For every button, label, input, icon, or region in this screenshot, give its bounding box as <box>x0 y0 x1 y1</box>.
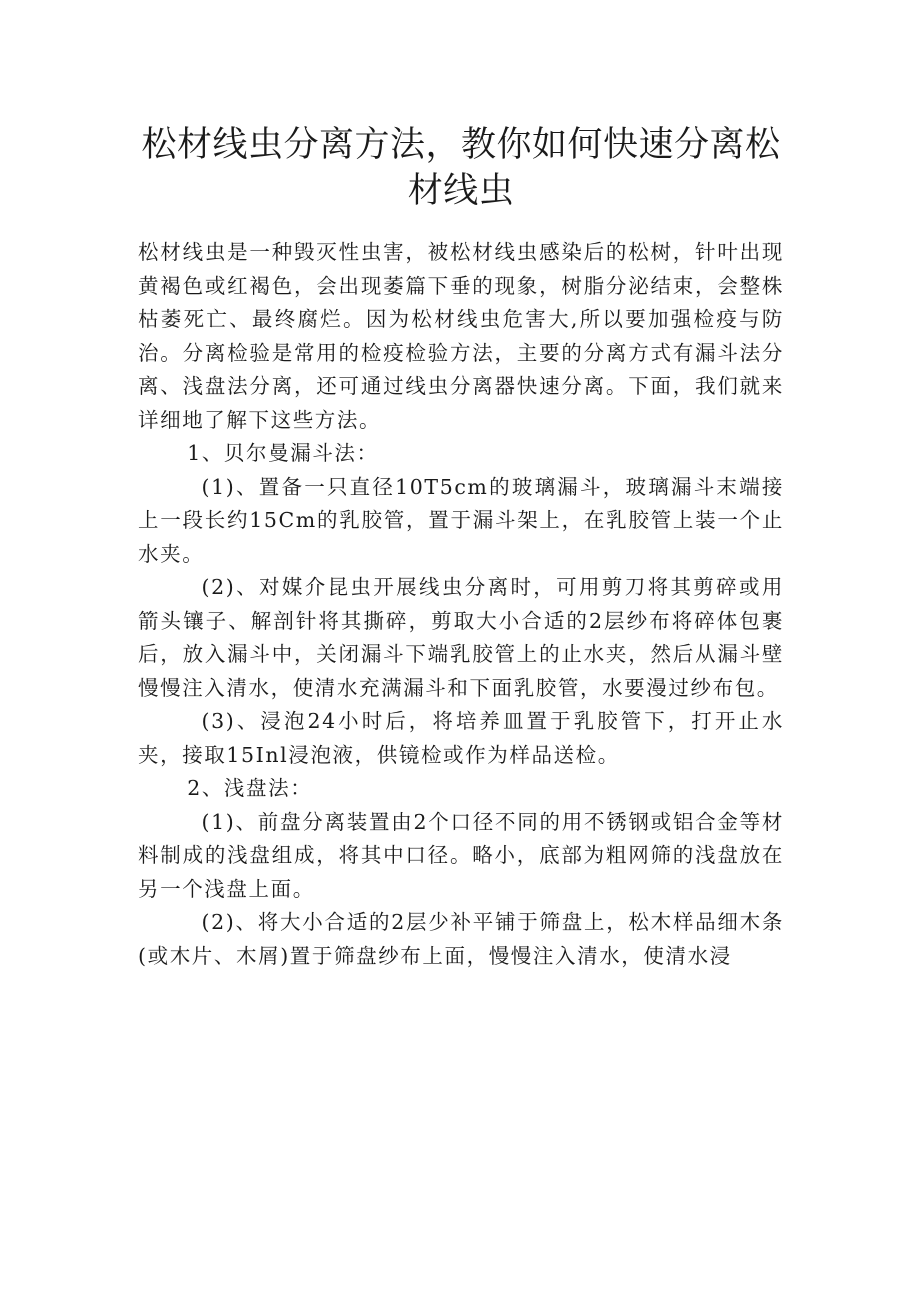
funnel-step-1: (1)、置备一只直径10T5cm的玻璃漏斗，玻璃漏斗末端接上一段长约15Cm的乳胶管，置于漏斗架上，在乳胶管上装一个止水夹。 <box>138 474 784 566</box>
section-heading-tray-method: 2、浅盘法： <box>187 776 313 800</box>
document-body <box>138 236 784 973</box>
tray-step-1: (1)、前盘分离装置由2个口径不同的用不锈钢或铝合金等材料制成的浅盘组成，将其中口径。略小，底部为粗网筛的浅盘放在另一个浅盘上面。 <box>138 809 784 901</box>
document-page <box>138 122 784 973</box>
funnel-step-2: (2)、对媒介昆虫开展线虫分离时，可用剪刀将其剪碎或用箭头镶子、解剖针将其撕碎，剪取大小合适的2层纱布将碎体包裹后，放入漏斗中，关闭漏斗下端乳胶管上的止水夹，然后从漏斗壁慢慢注入清水，使清水充满漏斗和下面乳胶管，水要漫过纱布包。 <box>138 575 784 700</box>
document-title: 松材线虫分离方法，教你如何快速分离松材线虫 <box>141 125 781 211</box>
tray-step-2: (2)、将大小合适的2层少补平铺于筛盘上，松木样品细木条(或木片、木屑)置于筛盘纱布上面，慢慢注入清水，使清水浸 <box>138 910 784 968</box>
funnel-step-3: (3)、浸泡24小时后，将培养皿置于乳胶管下，打开止水夹，接取15Inl浸泡液，供镜检或作为样品送检。 <box>138 709 784 767</box>
section-heading-funnel-method: 1、贝尔曼漏斗法： <box>187 441 379 465</box>
intro-paragraph: 松材线虫是一种毁灭性虫害，被松材线虫感染后的松树，针叶出现黄褐色或红褐色，会出现萎篇下垂的现象，树脂分泌结束，会整株枯萎死亡、最终腐烂。因为松材线虫危害大,所以要加强检疫与防治。分离检验是常用的检疫检验方法，主要的分离方式有漏斗法分离、浅盘法分离，还可通过线虫分离器快速分离。下面，我们就来详细地了解下这些方法。 <box>138 240 784 432</box>
